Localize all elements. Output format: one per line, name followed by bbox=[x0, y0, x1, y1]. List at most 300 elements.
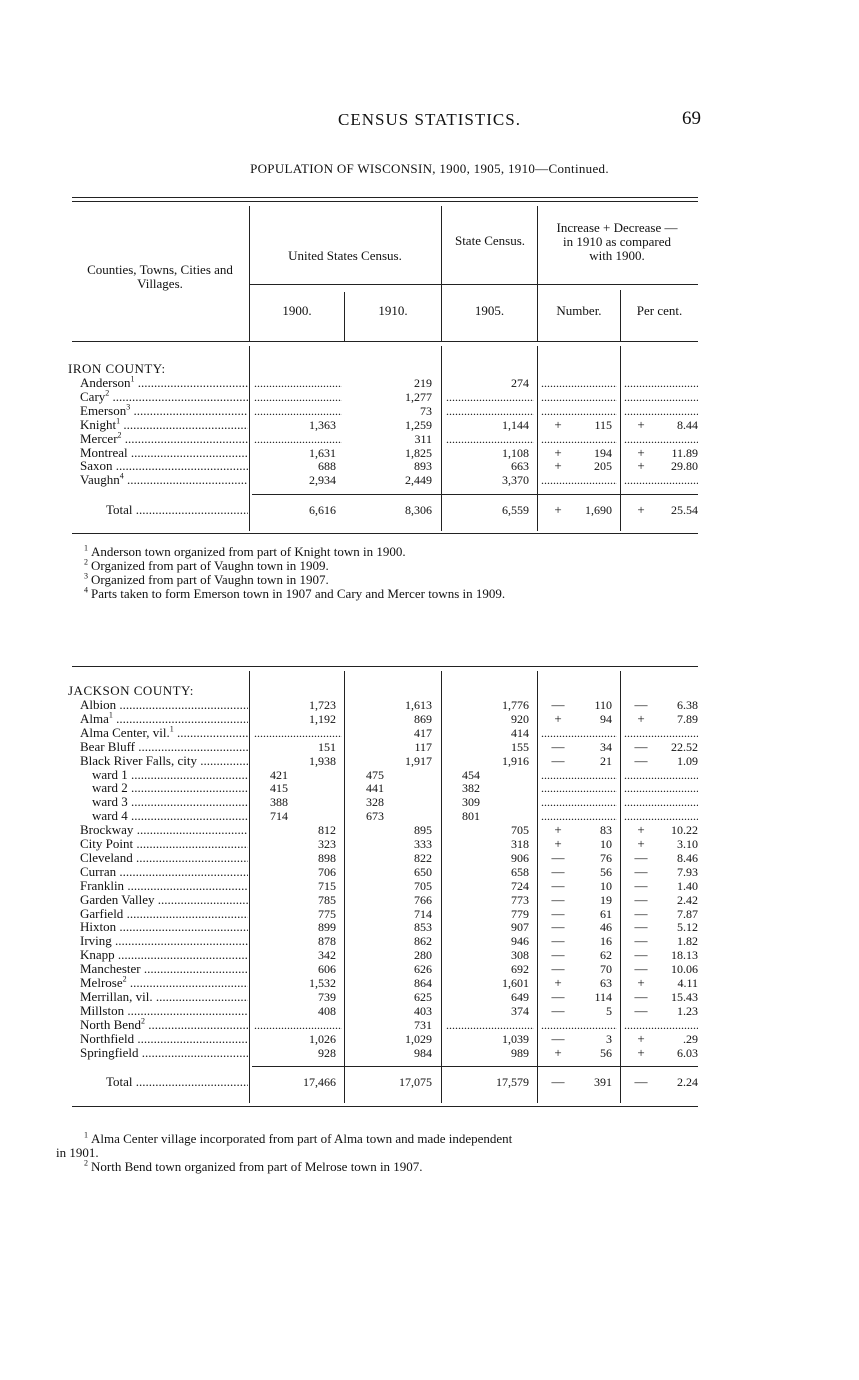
row-name bbox=[92, 809, 248, 823]
cell-number-empty bbox=[541, 390, 617, 404]
total-sign-percent: — bbox=[634, 1074, 648, 1089]
cell-1900-empty bbox=[254, 404, 342, 418]
cell-1900: 606 bbox=[318, 962, 336, 977]
cell-1900: 1,631 bbox=[309, 445, 336, 460]
sign-number: + bbox=[554, 416, 562, 432]
footnote bbox=[84, 587, 505, 601]
cell-1910: 311 bbox=[414, 431, 432, 446]
row-name-text: Manchester bbox=[80, 962, 141, 977]
footnote-mark: 1 bbox=[108, 711, 113, 720]
row-name-text: Alma Center, vil. bbox=[80, 725, 170, 740]
cell-1905: 274 bbox=[511, 376, 529, 390]
jackson-total-rule bbox=[252, 1066, 698, 1067]
cell-percent-empty bbox=[624, 768, 698, 782]
row-name bbox=[80, 851, 248, 865]
header-increase: Increase + Decrease — in 1910 as compared with 1900. bbox=[556, 220, 678, 263]
cell-percent-empty bbox=[624, 1018, 698, 1032]
sign-number: — bbox=[551, 1030, 565, 1046]
cell-number-empty bbox=[541, 404, 617, 418]
row-name-text: Montreal bbox=[80, 445, 128, 460]
cell-percent: 1.82 bbox=[677, 934, 698, 949]
sign-percent: — bbox=[634, 863, 648, 879]
footnote-mark: 4 bbox=[119, 473, 124, 481]
cell-1905: 1,601 bbox=[502, 976, 529, 990]
cell-1910: 117 bbox=[414, 739, 432, 754]
footnote-text: Organized from part of Vaughn town in 1909. bbox=[91, 558, 329, 573]
sign-percent: + bbox=[637, 444, 645, 460]
row-name bbox=[80, 823, 248, 837]
cell-1910: 862 bbox=[414, 934, 432, 949]
cell-1905-empty bbox=[446, 404, 534, 418]
cell-1900: 812 bbox=[318, 823, 336, 838]
sign-number: — bbox=[551, 752, 565, 768]
row-name bbox=[92, 781, 248, 795]
header-county-column: Counties, Towns, Cities and Villages. bbox=[87, 262, 233, 291]
cell-1905: 907 bbox=[511, 920, 529, 935]
cell-1905: 1,039 bbox=[502, 1031, 529, 1046]
sign-number: — bbox=[551, 905, 565, 921]
iron-col-divider bbox=[537, 346, 538, 531]
footnote-mark: 2 bbox=[122, 976, 127, 984]
row-name bbox=[80, 726, 248, 740]
footnote-text: Parts taken to form Emerson town in 1907 and Cary and Mercer towns in 1909. bbox=[91, 586, 506, 601]
row-name bbox=[80, 879, 248, 893]
cell-number-empty bbox=[541, 781, 617, 795]
ward-1910: 475 bbox=[366, 767, 384, 782]
cell-percent: 6.03 bbox=[677, 1045, 698, 1060]
cell-number: 62 bbox=[600, 948, 612, 963]
cell-percent: 22.52 bbox=[671, 739, 698, 754]
cell-percent-empty bbox=[624, 726, 698, 740]
cell-percent: 10.06 bbox=[671, 962, 698, 977]
cell-1905: 906 bbox=[511, 850, 529, 865]
cell-1905: 414 bbox=[511, 725, 529, 740]
row-name-text: Melrose bbox=[80, 976, 123, 990]
row-name bbox=[80, 893, 248, 907]
row-name bbox=[80, 948, 248, 962]
footnote-mark: 4 bbox=[84, 585, 88, 595]
cell-1900: 899 bbox=[318, 920, 336, 935]
footnote-mark: 1 bbox=[169, 725, 174, 734]
sign-percent: + bbox=[637, 416, 645, 432]
cell-1910: 73 bbox=[420, 403, 432, 418]
ward-1900: 714 bbox=[270, 809, 288, 824]
row-name-text: Anderson bbox=[80, 376, 131, 390]
sign-percent: — bbox=[634, 988, 648, 1004]
sign-number: — bbox=[551, 988, 565, 1004]
cell-1910: 895 bbox=[414, 823, 432, 838]
row-name-text: Bear Bluff bbox=[80, 739, 135, 754]
header-year-1900: 1900. bbox=[282, 303, 312, 318]
row-name bbox=[80, 698, 248, 712]
footnote-mark: 1 bbox=[116, 417, 121, 426]
footnote-mark: 1 bbox=[130, 376, 135, 384]
cell-1910: 864 bbox=[414, 976, 432, 990]
cell-number: 194 bbox=[594, 445, 612, 460]
row-name bbox=[92, 795, 248, 809]
footnote-text: in 1901. bbox=[56, 1145, 99, 1160]
jackson-col-divider bbox=[344, 671, 345, 1103]
row-name-text: ward 2 bbox=[92, 781, 128, 796]
jackson-top-rule bbox=[72, 666, 698, 667]
row-name bbox=[80, 837, 248, 851]
cell-1905: 724 bbox=[511, 878, 529, 893]
row-name bbox=[80, 907, 248, 921]
cell-number: 10 bbox=[600, 878, 612, 893]
cell-number: 3 bbox=[606, 1031, 612, 1046]
cell-number: 76 bbox=[600, 850, 612, 865]
cell-percent: 4.11 bbox=[677, 976, 698, 990]
jackson-col-divider bbox=[249, 671, 250, 1103]
ward-1905: 801 bbox=[462, 809, 480, 824]
cell-percent-empty bbox=[624, 809, 698, 823]
cell-percent: 1.09 bbox=[677, 753, 698, 768]
sign-percent: + bbox=[637, 822, 645, 838]
cell-percent-empty bbox=[624, 404, 698, 418]
cell-number-empty bbox=[541, 1018, 617, 1032]
sign-number: — bbox=[551, 891, 565, 907]
footnote-text: Alma Center village incorporated from part of Alma town and made independent bbox=[91, 1131, 513, 1146]
sign-number: + bbox=[554, 836, 562, 851]
row-name-text: Knight bbox=[80, 417, 117, 432]
row-name-text: Northfield bbox=[80, 1031, 135, 1046]
row-name bbox=[80, 404, 248, 418]
ward-1905: 454 bbox=[462, 767, 480, 782]
cell-1905: 779 bbox=[511, 906, 529, 921]
cell-1910: 853 bbox=[414, 920, 432, 935]
header-top-rule-2 bbox=[72, 201, 698, 202]
total-1910: 17,075 bbox=[399, 1075, 432, 1089]
cell-percent: 2.42 bbox=[677, 892, 698, 907]
jackson-col-divider bbox=[441, 671, 442, 1103]
cell-1900: 2,934 bbox=[309, 473, 336, 488]
cell-number: 56 bbox=[600, 864, 612, 879]
header-number: Number. bbox=[556, 303, 602, 318]
header-col-divider bbox=[249, 206, 250, 341]
cell-1900: 1,532 bbox=[309, 976, 336, 990]
row-name bbox=[80, 1018, 248, 1032]
row-name bbox=[80, 1032, 248, 1046]
table-subtitle: POPULATION OF WISCONSIN, 1900, 1905, 1910—Continued. bbox=[250, 161, 609, 176]
row-name-text: Garden Valley bbox=[80, 892, 155, 907]
footnote bbox=[84, 573, 329, 587]
row-name-text: Vaughn bbox=[80, 473, 120, 488]
total-percent: 2.24 bbox=[677, 1075, 698, 1089]
row-name bbox=[80, 754, 248, 768]
footnote-mark: 1 bbox=[84, 543, 88, 553]
cell-1900: 1,026 bbox=[309, 1031, 336, 1046]
cell-percent-empty bbox=[624, 781, 698, 795]
cell-1900: 151 bbox=[318, 739, 336, 754]
header-top-rule bbox=[72, 197, 698, 198]
cell-number: 115 bbox=[594, 417, 612, 432]
cell-number: 16 bbox=[600, 934, 612, 949]
row-name-text: Cleveland bbox=[80, 850, 133, 865]
cell-1910: 650 bbox=[414, 864, 432, 879]
footnote-text: Organized from part of Vaughn town in 1907. bbox=[91, 572, 329, 587]
sign-percent: — bbox=[634, 919, 648, 935]
sign-number: + bbox=[554, 710, 562, 726]
cell-1905: 1,776 bbox=[502, 698, 529, 712]
cell-number-empty bbox=[541, 768, 617, 782]
jackson-end-rule bbox=[72, 1106, 698, 1107]
cell-percent-empty bbox=[624, 390, 698, 404]
ward-1905: 309 bbox=[462, 795, 480, 810]
sign-percent: — bbox=[634, 697, 648, 712]
cell-1910: 731 bbox=[414, 1017, 432, 1032]
row-name-text: Millston bbox=[80, 1003, 125, 1018]
cell-1910: 1,613 bbox=[405, 698, 432, 712]
row-name bbox=[80, 473, 248, 487]
cell-1910: 625 bbox=[414, 989, 432, 1004]
cell-1910: 1,259 bbox=[405, 417, 432, 432]
cell-number: 70 bbox=[600, 962, 612, 977]
row-name-text: Mercer bbox=[80, 431, 118, 446]
cell-percent: 10.22 bbox=[671, 823, 698, 838]
cell-1905: 3,370 bbox=[502, 473, 529, 488]
row-name-text: Cary bbox=[80, 389, 106, 404]
sign-percent: — bbox=[634, 738, 648, 754]
row-name-text: Alma bbox=[80, 711, 109, 726]
cell-number: 46 bbox=[600, 920, 612, 935]
row-name-text: Merrillan, vil. bbox=[80, 989, 153, 1004]
sign-percent: + bbox=[637, 1044, 645, 1060]
row-name bbox=[80, 976, 248, 990]
row-name-text: Springfield bbox=[80, 1045, 139, 1060]
total-1900: 6,616 bbox=[309, 503, 336, 517]
cell-number: 56 bbox=[600, 1045, 612, 1060]
sign-percent: + bbox=[637, 1030, 645, 1046]
cell-number: 94 bbox=[600, 711, 612, 726]
sign-percent: + bbox=[637, 710, 645, 726]
cell-percent-empty bbox=[624, 432, 698, 446]
row-name bbox=[80, 390, 248, 404]
cell-1905: 1,916 bbox=[502, 753, 529, 768]
cell-number: 61 bbox=[600, 906, 612, 921]
row-name bbox=[80, 418, 248, 432]
row-name-text: Franklin bbox=[80, 878, 125, 893]
row-name bbox=[80, 376, 248, 390]
ward-1900: 415 bbox=[270, 781, 288, 796]
cell-1900: 928 bbox=[318, 1045, 336, 1060]
row-name-text: Knapp bbox=[80, 948, 115, 963]
sign-percent: — bbox=[634, 752, 648, 768]
footnote bbox=[84, 1160, 423, 1174]
footnote bbox=[84, 1132, 512, 1146]
cell-1900: 739 bbox=[318, 989, 336, 1004]
cell-1900: 878 bbox=[318, 934, 336, 949]
cell-1910: 1,029 bbox=[405, 1031, 432, 1046]
cell-1905-empty bbox=[446, 1018, 534, 1032]
ward-1910: 441 bbox=[366, 781, 384, 796]
cell-number: 10 bbox=[600, 837, 612, 851]
row-name-text: Black River Falls, city bbox=[80, 753, 197, 768]
row-name bbox=[80, 432, 248, 446]
row-name bbox=[80, 920, 248, 934]
row-name bbox=[80, 712, 248, 726]
total-label: Total ..... bbox=[106, 1075, 248, 1089]
total-sign-number: — bbox=[551, 1074, 565, 1089]
header-year-1905: 1905. bbox=[474, 303, 505, 318]
cell-1910: 893 bbox=[414, 459, 432, 474]
page-number: 69 bbox=[682, 108, 701, 129]
header-col-divider bbox=[537, 206, 538, 341]
cell-1905: 1,108 bbox=[502, 445, 529, 460]
cell-1905: 663 bbox=[511, 459, 529, 474]
row-name-text: Curran bbox=[80, 864, 117, 879]
footnote-text: North Bend town organized from part of Melrose town in 1907. bbox=[91, 1159, 423, 1174]
cell-1910: 705 bbox=[414, 878, 432, 893]
cell-1910: 403 bbox=[414, 1003, 432, 1018]
cell-1900-empty bbox=[254, 726, 342, 740]
cell-1905: 155 bbox=[511, 739, 529, 754]
sign-percent: + bbox=[637, 975, 645, 990]
cell-1905: 773 bbox=[511, 892, 529, 907]
total-1905: 6,559 bbox=[502, 503, 529, 517]
footnote-mark: 3 bbox=[84, 571, 88, 581]
cell-1905: 1,144 bbox=[502, 417, 529, 432]
cell-1905: 705 bbox=[511, 823, 529, 838]
row-name-text: North Bend bbox=[80, 1017, 142, 1032]
cell-number: 114 bbox=[594, 989, 612, 1004]
sign-number: — bbox=[551, 697, 565, 712]
footnote bbox=[56, 1146, 99, 1160]
ward-1900: 421 bbox=[270, 767, 288, 782]
cell-percent: 1.40 bbox=[677, 878, 698, 893]
footnote bbox=[84, 559, 329, 573]
row-name bbox=[92, 768, 248, 782]
cell-1905: 920 bbox=[511, 711, 529, 726]
cell-1900: 1,938 bbox=[309, 753, 336, 768]
cell-1900: 688 bbox=[318, 459, 336, 474]
total-sign-number: + bbox=[554, 502, 562, 517]
footnote-mark: 2 bbox=[141, 1017, 146, 1026]
total-1900: 17,466 bbox=[303, 1075, 336, 1089]
sign-number: — bbox=[551, 933, 565, 949]
cell-1900: 715 bbox=[318, 878, 336, 893]
cell-1910: 417 bbox=[414, 725, 432, 740]
sign-number: — bbox=[551, 863, 565, 879]
cell-1905: 649 bbox=[511, 989, 529, 1004]
cell-percent: 11.89 bbox=[671, 445, 698, 460]
row-name bbox=[80, 1004, 248, 1018]
sign-percent: — bbox=[634, 933, 648, 949]
row-name-text: City Point bbox=[80, 837, 134, 851]
cell-number: 63 bbox=[600, 976, 612, 990]
cell-1905: 318 bbox=[511, 837, 529, 851]
footnote-mark: 1 bbox=[84, 1130, 88, 1140]
cell-1910: 869 bbox=[414, 711, 432, 726]
row-name bbox=[80, 740, 248, 754]
header-percent: Per cent. bbox=[636, 303, 683, 318]
cell-percent: 3.10 bbox=[677, 837, 698, 851]
cell-percent: .29 bbox=[683, 1031, 698, 1046]
footnote-mark: 2 bbox=[84, 1158, 88, 1168]
row-name-text: ward 3 bbox=[92, 795, 128, 810]
cell-1910: 2,449 bbox=[405, 473, 432, 488]
sign-number: + bbox=[554, 458, 562, 474]
row-name bbox=[80, 962, 248, 976]
sign-number: — bbox=[551, 919, 565, 935]
sign-percent: — bbox=[634, 877, 648, 893]
cell-1910: 822 bbox=[414, 850, 432, 865]
cell-1905: 374 bbox=[511, 1003, 529, 1018]
header-bottom-rule bbox=[72, 341, 698, 342]
cell-number-empty bbox=[541, 795, 617, 809]
ward-1905: 382 bbox=[462, 781, 480, 796]
cell-1910: 333 bbox=[414, 837, 432, 851]
iron-county-title: IRON COUNTY: bbox=[68, 361, 166, 376]
cell-percent: 1.23 bbox=[677, 1003, 698, 1018]
sign-number: — bbox=[551, 961, 565, 977]
cell-number: 21 bbox=[600, 753, 612, 768]
sign-percent: — bbox=[634, 849, 648, 865]
footnote-mark: 3 bbox=[126, 403, 131, 412]
row-name-text: Irving bbox=[80, 934, 112, 949]
cell-number-empty bbox=[541, 726, 617, 740]
sign-percent: — bbox=[634, 891, 648, 907]
header-col-divider bbox=[441, 206, 442, 341]
cell-1905: 989 bbox=[511, 1045, 529, 1060]
sign-percent: + bbox=[637, 458, 645, 474]
cell-1900: 775 bbox=[318, 906, 336, 921]
sign-percent: — bbox=[634, 961, 648, 977]
sign-number: + bbox=[554, 822, 562, 838]
footnote-mark: 2 bbox=[84, 557, 88, 567]
cell-percent: 5.12 bbox=[677, 920, 698, 935]
cell-percent: 18.13 bbox=[671, 948, 698, 963]
jackson-col-divider bbox=[537, 671, 538, 1103]
ward-1900: 388 bbox=[270, 795, 288, 810]
row-name-text: Garfield bbox=[80, 906, 124, 921]
total-number: 1,690 bbox=[585, 503, 612, 517]
cell-1900: 342 bbox=[318, 948, 336, 963]
cell-1900: 1,192 bbox=[309, 711, 336, 726]
iron-end-rule bbox=[72, 533, 698, 534]
footnote-text: Anderson town organized from part of Knight town in 1900. bbox=[91, 544, 406, 559]
cell-1910: 1,277 bbox=[405, 389, 432, 404]
row-name bbox=[80, 865, 248, 879]
cell-1900-empty bbox=[254, 390, 342, 404]
row-name bbox=[80, 1046, 248, 1060]
cell-number: 205 bbox=[594, 459, 612, 474]
footnote-mark: 2 bbox=[105, 389, 110, 398]
cell-1900: 323 bbox=[318, 837, 336, 851]
cell-number: 110 bbox=[594, 698, 612, 712]
total-percent: 25.54 bbox=[671, 503, 698, 517]
header-year-1910: 1910. bbox=[378, 303, 408, 318]
cell-number-empty bbox=[541, 376, 617, 390]
cell-1910: 714 bbox=[414, 906, 432, 921]
cell-1900: 408 bbox=[318, 1003, 336, 1018]
sign-percent: — bbox=[634, 1002, 648, 1018]
cell-percent: 8.46 bbox=[677, 850, 698, 865]
cell-1900: 898 bbox=[318, 850, 336, 865]
cell-1900: 706 bbox=[318, 864, 336, 879]
cell-number-empty bbox=[541, 432, 617, 446]
sign-number: + bbox=[554, 1044, 562, 1060]
cell-percent: 8.44 bbox=[677, 417, 698, 432]
sign-number: — bbox=[551, 738, 565, 754]
cell-1905-empty bbox=[446, 432, 534, 446]
row-name-text: Albion bbox=[80, 698, 117, 712]
cell-percent: 15.43 bbox=[671, 989, 698, 1004]
cell-number: 5 bbox=[606, 1003, 612, 1018]
sign-percent: — bbox=[634, 947, 648, 963]
jackson-col-divider bbox=[620, 671, 621, 1103]
cell-1900: 785 bbox=[318, 892, 336, 907]
row-name bbox=[80, 446, 248, 460]
